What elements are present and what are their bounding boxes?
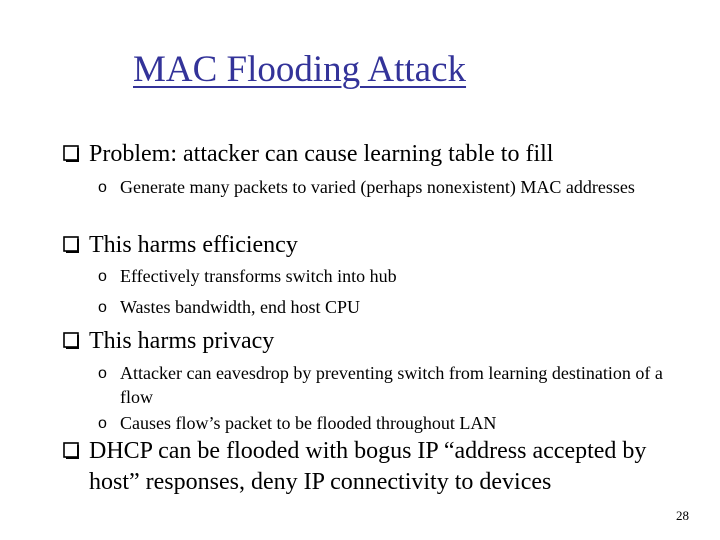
sub-bullet-item <box>98 361 680 409</box>
hollow-circle-icon: o <box>98 179 107 196</box>
sub-bullet-text: Causes flow’s packet to be flooded throughout LAN <box>120 413 497 433</box>
sub-bullet-text: Wastes bandwidth, end host CPU <box>120 297 361 317</box>
sub-bullet-item <box>98 295 680 319</box>
bullet-text: DHCP can be flooded with bogus IP “address accepted by host” responses, deny IP connectivity to devices <box>89 438 647 495</box>
hollow-circle-icon: o <box>98 268 107 285</box>
sub-bullet-text: Attacker can eavesdrop by preventing switch from learning destination of a flow <box>120 363 663 407</box>
hollow-circle-icon: o <box>98 299 107 316</box>
sub-bullet-item <box>98 264 680 288</box>
hollow-square-icon <box>63 442 80 459</box>
hollow-square-icon <box>63 332 80 349</box>
bullet-item <box>63 139 689 170</box>
sub-bullet-text: Generate many packets to varied (perhaps nonexistent) MAC addresses <box>120 177 635 197</box>
sub-bullet-text: Effectively transforms switch into hub <box>120 266 397 286</box>
bullet-text: Problem: attacker can cause learning table to fill <box>89 141 554 167</box>
slide-title: MAC Flooding Attack <box>133 49 467 90</box>
bullet-text: This harms efficiency <box>89 232 298 258</box>
hollow-circle-icon: o <box>98 365 107 382</box>
bullet-item <box>63 230 689 261</box>
sub-bullet-item <box>98 175 680 199</box>
hollow-circle-icon: o <box>98 415 107 432</box>
bullet-item <box>63 326 689 357</box>
sub-bullet-item <box>98 411 680 435</box>
page-number: 28 <box>676 508 689 523</box>
bullet-item <box>63 436 669 498</box>
hollow-square-icon <box>63 236 80 253</box>
hollow-square-icon <box>63 145 80 162</box>
bullet-text: This harms privacy <box>89 328 275 354</box>
